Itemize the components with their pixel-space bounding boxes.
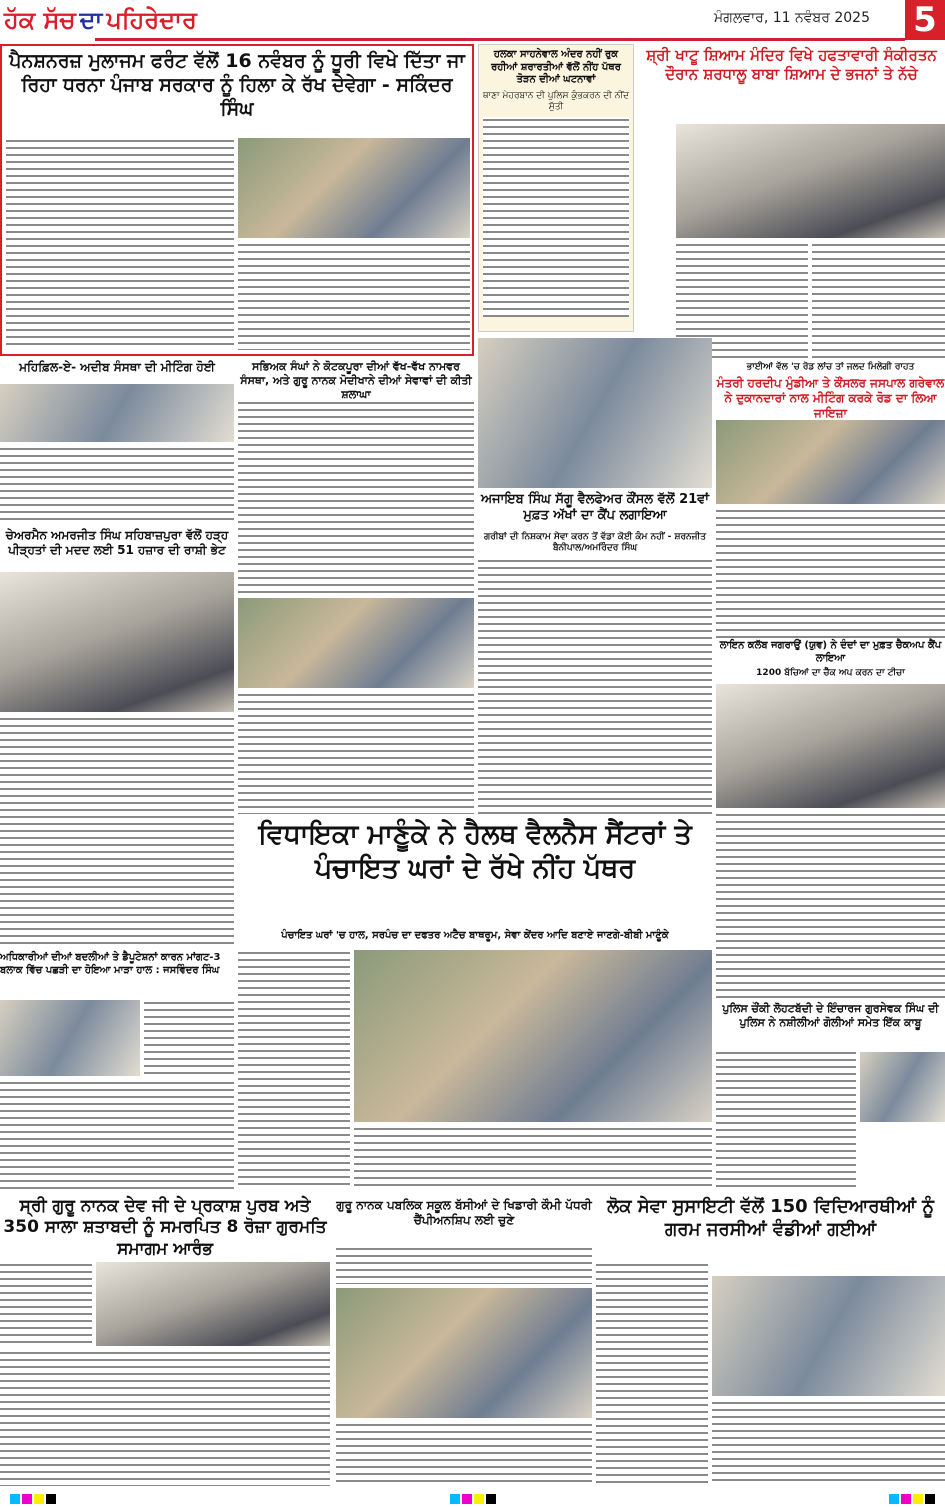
photo (238, 138, 470, 238)
photo (354, 950, 712, 1122)
headline: ਸਭਿਅਕ ਸੰਘਾਂ ਨੇ ਕੋਟਕਪੂਰਾ ਦੀਆਂ ਵੱਖ-ਵੱਖ ਨਾਮਵਰ ਸੰਸਥਾ, ਅਤੇ ਗੁਰੂ ਨਾਨਕ ਮੋਦੀਖਾਨੇ ਦੀਆਂ ਸੇਵਾਵਾਂ ਦੀ ਕੀਤੀ ਸ਼ਲਾਘਾ (240, 360, 472, 401)
article-body (354, 1126, 712, 1190)
page-number: 5 (905, 0, 945, 40)
article-body (238, 400, 474, 596)
headline: ਮੰਤਰੀ ਹਰਦੀਪ ਮੁੰਡੀਆ ਤੇ ਕੌਂਸਲਰ ਜਸਪਾਲ ਗਰੇਵਾਲ ਨੇ ਦੁਕਾਨਦਾਰਾਂ ਨਾਲ ਮੀਟਿੰਗ ਕਰਕੇ ਰੋਡ ਦਾ ਲਿਆ ਜਾਇਜ਼ਾ (716, 376, 945, 420)
photo (712, 1276, 945, 1396)
subheadline: ਥਾਣਾ ਮੇਹਰਬਾਨ ਦੀ ਪੁਲਿਸ ਕੁੰਭਕਰਨ ਦੀ ਨੀਂਦ ਸੁੱਤੀ (482, 90, 630, 112)
article-body (144, 1000, 234, 1076)
article-body (716, 812, 945, 998)
photo (716, 684, 945, 808)
article-body (0, 716, 234, 946)
subheadline: ਪੰਚਾਇਤ ਘਰਾਂ 'ਚ ਹਾਲ, ਸਰਪੰਚ ਦਾ ਦਫਤਰ ਅਟੈਚ ਬਾਥਰੂਮ, ਸੇਵਾ ਕੇਂਦਰ ਆਦਿ ਬਣਾਏ ਜਾਣਗੇ-ਬੀਬੀ ਮਾਣੂੰਕੇ (281, 930, 669, 941)
masthead-text: ਪਹਿਰੇਦਾਰ (106, 6, 197, 34)
article-body (712, 1400, 945, 1486)
article-body (238, 242, 470, 350)
lead-story (0, 44, 474, 356)
article-body (716, 508, 945, 638)
article-body (336, 1422, 592, 1486)
headline: ਲੋਕ ਸੇਵਾ ਸੁਸਾਇਟੀ ਵੱਲੋਂ 150 ਵਿਦਿਆਰਥੀਆਂ ਨੂੰ ਗਰਮ ਜਰਸੀਆਂ ਵੰਡੀਆਂ ਗਈਆਂ (607, 1196, 934, 1240)
sahnewal-story (478, 44, 634, 332)
article-body (812, 242, 945, 358)
photo (860, 1052, 945, 1122)
article-body (483, 117, 629, 317)
headline: ਚੇਅਰਮੈਨ ਅਮਰਜੀਤ ਸਿੰਘ ਸਹਿਬਾਜ਼ਪੁਰਾ ਵੱਲੋਂ ਹੜ੍ਹ ਪੀੜ੍ਹਤਾਂ ਦੀ ਮਦਦ ਲਈ 51 ਹਜ਼ਾਰ ਦੀ ਰਾਸ਼ੀ ਭੇਟ (5, 528, 229, 557)
article-body (0, 1080, 234, 1190)
photo (0, 384, 234, 442)
headline: ਸ੍ਰੀ ਗੁਰੂ ਨਾਨਕ ਦੇਵ ਜੀ ਦੇ ਪ੍ਰਕਾਸ਼ ਪੁਰਬ ਅਤੇ 350 ਸਾਲਾ ਸ਼ਤਾਬਦੀ ਨੂੰ ਸਮਰਪਿਤ 8 ਰੋਜ਼ਾ ਗੁਰਮਤਿ ਸਮਾਗਮ ਆਰੰਭ (3, 1196, 327, 1259)
photo (336, 1288, 592, 1418)
photo (478, 338, 712, 488)
article-body (0, 446, 234, 524)
headline: ਲਾਇਨ ਕਲੱਬ ਜਗਰਾਉਂ (ਯੁਵ) ਨੇ ਦੰਦਾਂ ਦਾ ਮੁਫ਼ਤ ਚੈਕਅਪ ਕੈਂਪ ਲਾਇਆ (719, 640, 942, 664)
headline: ਹਲਕਾ ਸਾਹਨੇਵਾਲ ਅੰਦਰ ਨਹੀਂ ਰੁਕ ਰਹੀਆਂ ਸ਼ਰਾਰਤੀਆਂ ਵੱਲੋਂ ਨੀਂਹ ਪੱਥਰ ਤੋੜਨ ਦੀਆਂ ਘਟਨਾਵਾਂ (491, 49, 621, 85)
headline: ਅਜਾਇਬ ਸਿੰਘ ਸੱਗੂ ਵੈਲਫੇਅਰ ਕੌਂਸਲ ਵੱਲੋਂ 21ਵਾਂ ਮੁਫ਼ਤ ਅੱਖਾਂ ਦਾ ਕੈਂਪ ਲਗਾਇਆ (481, 492, 709, 524)
photo (676, 124, 945, 238)
article-body (716, 1050, 856, 1188)
article-body (238, 950, 350, 1190)
photo (238, 598, 474, 688)
article-body (478, 558, 712, 816)
headline: ਪੈਨਸ਼ਨਰਜ਼ ਮੁਲਾਜਮ ਫਰੰਟ ਵੱਲੋਂ 16 ਨਵੰਬਰ ਨੂੰ ਧੂਰੀ ਵਿਖੇ ਦਿੱਤਾ ਜਾ ਰਿਹਾ ਧਰਨਾ ਪੰਜਾਬ ਸਰਕਾਰ ਨੂੰ ਹਿਲਾ ਕੇ ਰੱਖ ਦੇਵੇਗਾ - ਸਕਿੰਦਰ ਸਿੰਘ (9, 50, 465, 120)
subheadline: 1200 ਬੱਚਿਆਂ ਦਾ ਚੈੱਕ ਅਪ ਕਰਨ ਦਾ ਟੀਚਾ (756, 668, 905, 678)
kicker: ਭਾਈਆਂ ਵੱਲ 'ਚ ਰੋਡ ਲਾਂਚ ਤਾਂ ਜਲਦ ਮਿਲੇਗੀ ਰਾਹਤ (746, 362, 915, 372)
headline: ਅਧਿਕਾਰੀਆਂ ਦੀਆਂ ਬਦਲੀਆਂ ਤੇ ਡੈਪੂਟੇਸ਼ਨਾਂ ਕਾਰਨ ਮਾਂਗਟ-3 ਬਲਾਕ ਵਿੱਚ ਪਛੜੀ ਦਾ ਹੋਇਆ ਮਾੜਾ ਹਾਲ : ਜਸਵਿੰਦਰ ਸਿੰਘ (0, 952, 221, 976)
photo (716, 420, 945, 504)
headline: ਮਹਿਫ਼ਿਲ-ਏ- ਅਦੀਬ ਸੰਸਥਾ ਦੀ ਮੀਟਿੰਗ ਹੋਈ (19, 360, 215, 374)
photo (0, 572, 234, 712)
headline: ਸ਼੍ਰੀ ਖਾਟੂ ਸ਼ਿਆਮ ਮੰਦਿਰ ਵਿਖੇ ਹਫਤਾਵਾਰੀ ਸੰਕੀਰਤਨ ਦੌਰਾਨ ਸ਼ਰਧਾਲੂ ਬਾਬਾ ਸ਼ਿਆਮ ਦੇ ਭਜਨਾਂ ਤੇ ਨੱਚੇ (646, 46, 937, 83)
article-body (0, 1262, 92, 1346)
article-body (336, 1246, 592, 1284)
photo (96, 1262, 330, 1346)
header-rule (95, 38, 905, 41)
masthead-text: ਦਾ (79, 6, 103, 34)
article-body (6, 138, 234, 350)
headline: ਗੁਰੂ ਨਾਨਕ ਪਬਲਿਕ ਸਕੂਲ ਬੱਸੀਆਂ ਦੇ ਖਿਡਾਰੀ ਕੌਮੀ ਪੱਧਰੀ ਚੈਂਪੀਅਨਸ਼ਿਪ ਲਈ ਚੁਣੇ (336, 1198, 592, 1227)
article-body (0, 1350, 330, 1486)
subheadline: ਗਰੀਬਾਂ ਦੀ ਨਿਸ਼ਕਾਮ ਸੇਵਾ ਕਰਨ ਤੋਂ ਵੱਡਾ ਕੋਈ ਕੰਮ ਨਹੀਂ - ਸ਼ਰਨਜੀਤ ਬੈਨੀਪਾਲ/ਅਮਰਿੰਦਰ ਸਿੰਘ (483, 532, 707, 554)
article-body (238, 692, 474, 814)
issue-date: ਮੰਗਲਵਾਰ, 11 ਨਵੰਬਰ 2025 (713, 10, 870, 26)
photo (0, 1000, 140, 1076)
print-color-bar (0, 1490, 945, 1507)
masthead-logo (0, 0, 300, 40)
headline: ਪੁਲਿਸ ਚੌਂਕੀ ਲੋਹਟਬੱਦੀ ਦੇ ਇੰਚਾਰਜ ਗੁਰਸੇਵਕ ਸਿੰਘ ਦੀ ਪੁਲਿਸ ਨੇ ਨਸ਼ੀਲੀਆਂ ਗੋਲੀਆਂ ਸਮੇਤ ਇੱਕ ਕਾਬੂ (722, 1002, 939, 1029)
article-body (596, 1262, 708, 1486)
masthead-text: ਹੱਕ ਸੱਚ (4, 6, 76, 34)
headline: ਵਿਧਾਇਕਾ ਮਾਣੂੰਕੇ ਨੇ ਹੈਲਥ ਵੈਲਨੈਸ ਸੈਂਟਰਾਂ ਤੇ ਪੰਚਾਇਤ ਘਰਾਂ ਦੇ ਰੱਖੇ ਨੀਂਹ ਪੱਥਰ (258, 819, 692, 884)
